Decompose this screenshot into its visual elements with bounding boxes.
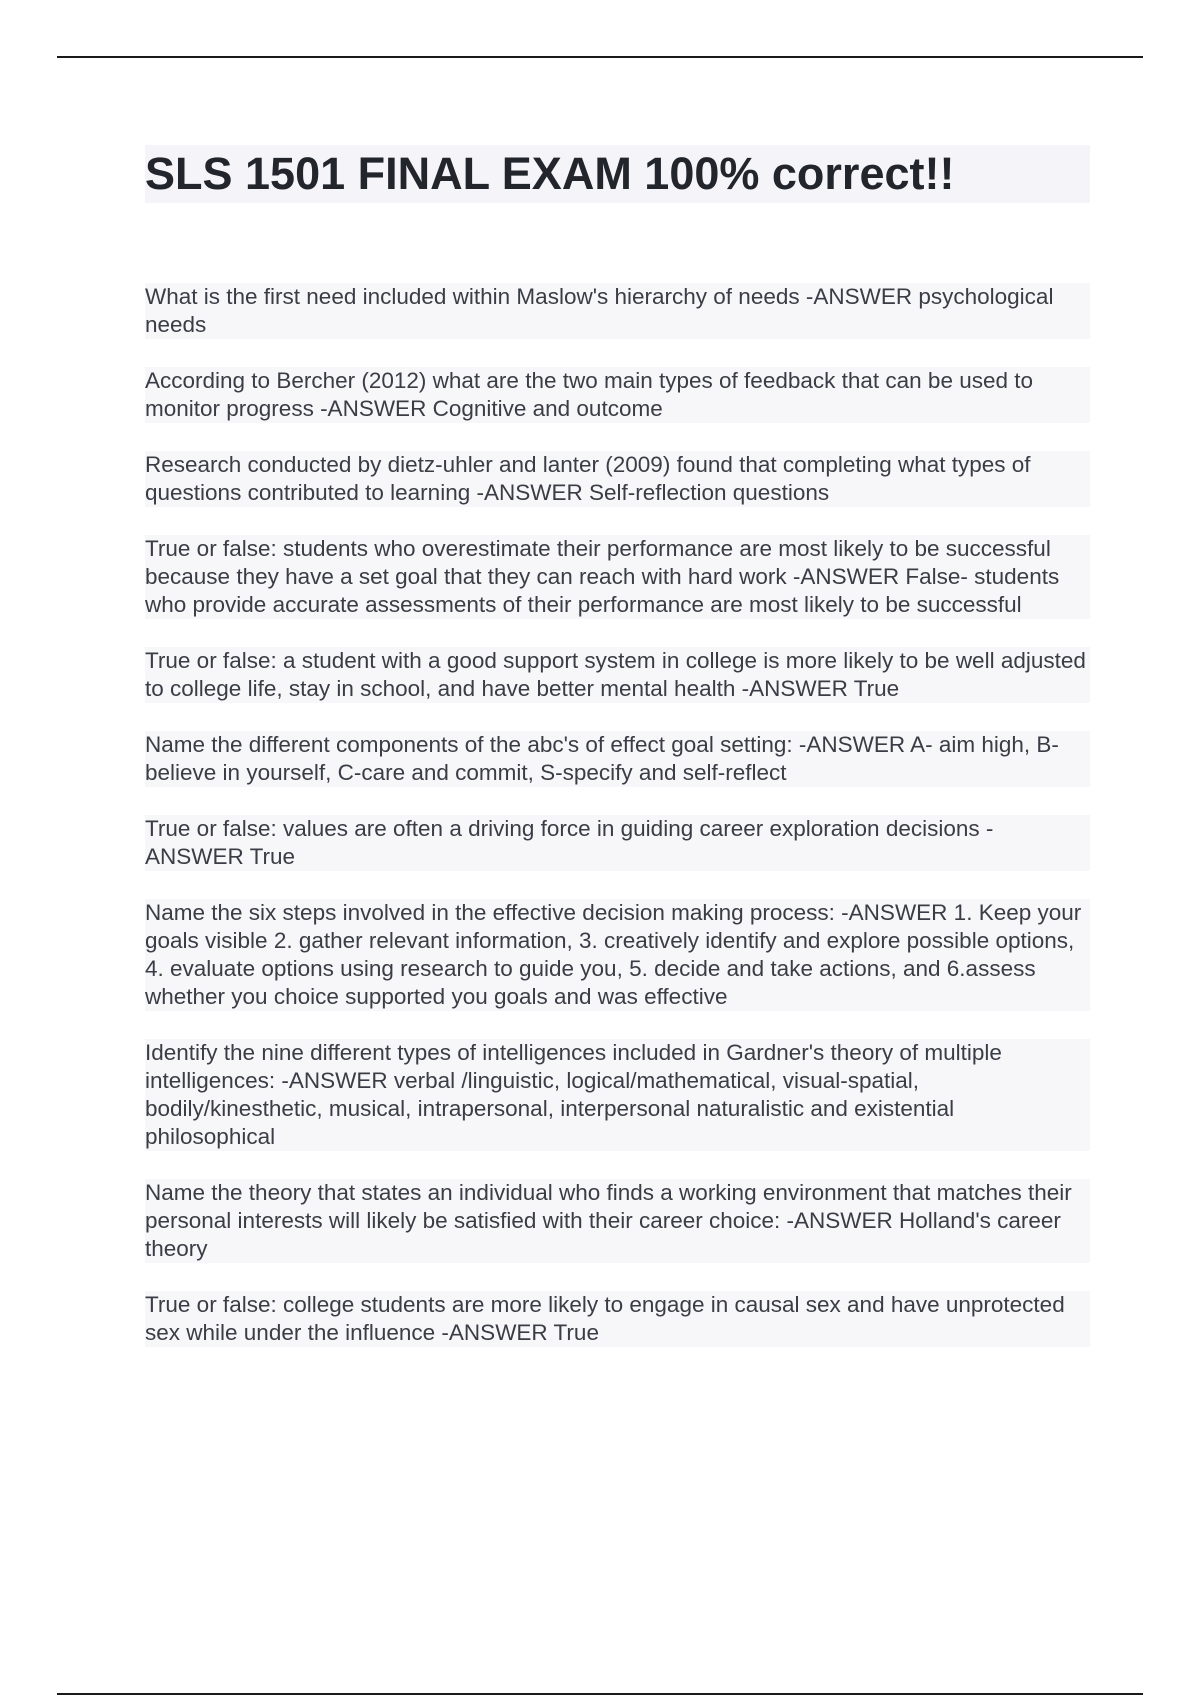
qa-item-6: Name the different components of the abc's of effect goal setting: -ANSWER A- aim high, B-believe in yourself, C-care and commit, S-specify and self-reflect (145, 731, 1090, 787)
qa-item-3: Research conducted by dietz-uhler and lanter (2009) found that completing what types of questions contributed to learning -ANSWER Self-reflection questions (145, 451, 1090, 507)
top-divider (57, 56, 1143, 58)
qa-item-4: True or false: students who overestimate their performance are most likely to be successful because they have a set goal that they can reach with hard work -ANSWER False- students who provide accurate assessments of their performance are most likely to be successful (145, 535, 1090, 619)
qa-item-2: According to Bercher (2012) what are the two main types of feedback that can be used to monitor progress -ANSWER Cognitive and outcome (145, 367, 1090, 423)
qa-item-7: True or false: values are often a driving force in guiding career exploration decisions -ANSWER True (145, 815, 1090, 871)
qa-item-9: Identify the nine different types of intelligences included in Gardner's theory of multiple intelligences: -ANSWER verbal /linguistic, logical/mathematical, visual-spatial, bodily/kinesthetic, musical, intrapersonal, interpersonal naturalistic and existential philosophical (145, 1039, 1090, 1151)
qa-item-8: Name the six steps involved in the effective decision making process: -ANSWER 1. Keep your goals visible 2. gather relevant information, 3. creatively identify and explore possible options, 4. evaluate options using research to guide you, 5. decide and take actions, and 6.assess whether you choice supported you goals and was effective (145, 899, 1090, 1011)
qa-item-10: Name the theory that states an individual who finds a working environment that matches their personal interests will likely be satisfied with their career choice: -ANSWER Holland's career theory (145, 1179, 1090, 1263)
qa-list (145, 283, 1090, 1347)
document-body (145, 145, 1090, 1375)
qa-item-5: True or false: a student with a good support system in college is more likely to be well adjusted to college life, stay in school, and have better mental health -ANSWER True (145, 647, 1090, 703)
qa-item-11: True or false: college students are more likely to engage in causal sex and have unprotected sex while under the influence -ANSWER True (145, 1291, 1090, 1347)
bottom-divider (57, 1693, 1143, 1695)
qa-item-1: What is the first need included within Maslow's hierarchy of needs -ANSWER psychological needs (145, 283, 1090, 339)
document-title: SLS 1501 FINAL EXAM 100% correct!! (145, 145, 1090, 203)
